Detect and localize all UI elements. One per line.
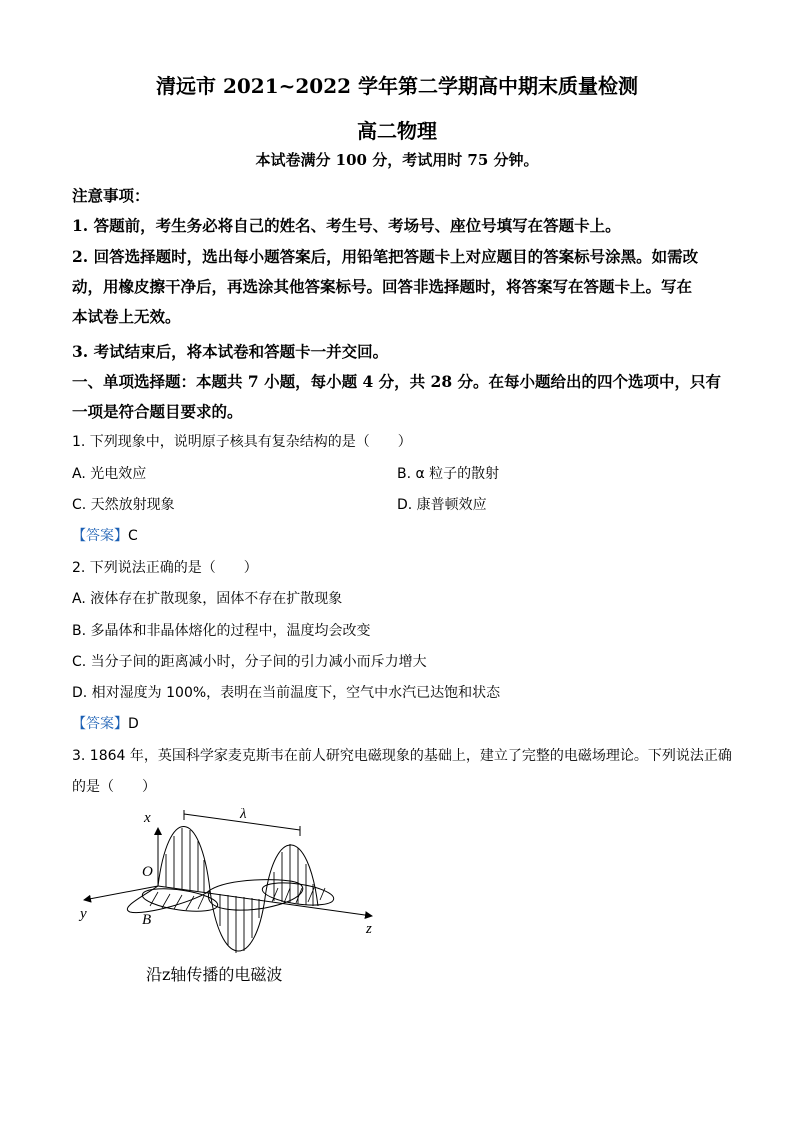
- figure-caption: 沿z轴传播的电磁波: [146, 965, 283, 984]
- axis-label-x: x: [144, 810, 151, 826]
- note-item-2-line-2: 动，用橡皮擦干净后，再选涂其他答案标号。回答非选择题时，将答案写在答题卡上。写在: [72, 277, 693, 296]
- note-item-1: 1. 答题前，考生务必将自己的姓名、考生号、考场号、座位号填写在答题卡上。: [72, 216, 621, 235]
- q2-stem: 2. 下列说法正确的是（ ）: [72, 560, 258, 576]
- q2-answer: [72, 713, 139, 733]
- q2-option-a: A. 液体存在扩散现象，固体不存在扩散现象: [72, 591, 343, 607]
- q2-answer-value: D: [128, 716, 139, 732]
- b-field-arrows: [150, 888, 325, 910]
- wavelength-label: λ: [240, 808, 247, 822]
- note-item-2-line-1: 2. 回答选择题时，选出每小题答案后，用铅笔把答题卡上对应题目的答案标号涂黑。如需改: [72, 247, 699, 266]
- q3-stem-line-1: 3. 1864 年，英国科学家麦克斯韦在前人研究电磁现象的基础上，建立了完整的电磁场理论。下列说法正确: [72, 748, 732, 764]
- b-field-wave: [127, 880, 302, 913]
- q1-answer: [72, 525, 138, 545]
- section-heading-line-1: 一、单项选择题：本题共 7 小题，每小题 4 分，共 28 分。在每小题给出的四个选项中，只有: [72, 372, 722, 391]
- axis-label-y: y: [80, 906, 87, 922]
- q1-answer-label: 【答案】: [72, 528, 128, 544]
- section-heading-line-2: 一项是符合题目要求的。: [72, 402, 243, 421]
- notes-heading: 注意事项：: [72, 186, 150, 205]
- q2-option-b: B. 多晶体和非晶体熔化的过程中，温度均会改变: [72, 623, 371, 639]
- q1-option-a: A. 光电效应: [72, 466, 147, 482]
- q3-stem-line-2: 的是（ ）: [72, 779, 156, 795]
- note-item-3: 3. 考试结束后，将本试卷和答题卡一并交回。: [72, 342, 389, 361]
- exam-title: 清远市 2021~2022 学年第二学期高中期末质量检测: [155, 74, 638, 98]
- em-wave-drawing: [84, 810, 372, 953]
- q1-answer-value: C: [128, 528, 138, 544]
- exam-subject: 高二物理: [357, 119, 437, 143]
- q2-option-d: D. 相对湿度为 100%，表明在当前温度下，空气中水汽已达饱和状态: [72, 685, 501, 701]
- q2-option-c: C. 当分子间的距离减小时，分子间的引力减小而斥力增大: [72, 654, 427, 670]
- exam-info: 本试卷满分 100 分，考试用时 75 分钟。: [255, 151, 539, 169]
- origin-label: O: [142, 864, 153, 880]
- b-field-label: B: [142, 912, 152, 928]
- em-wave-figure: [60, 808, 390, 988]
- axis-label-z: z: [366, 921, 372, 937]
- q1-stem: 1. 下列现象中，说明原子核具有复杂结构的是（ ）: [72, 434, 412, 450]
- q1-option-d: D. 康普顿效应: [397, 497, 487, 513]
- q2-answer-label: 【答案】: [72, 716, 128, 732]
- note-item-2-line-3: 本试卷上无效。: [72, 307, 181, 326]
- q1-option-b: B. α 粒子的散射: [397, 466, 500, 482]
- q1-option-c: C. 天然放射现象: [72, 497, 175, 513]
